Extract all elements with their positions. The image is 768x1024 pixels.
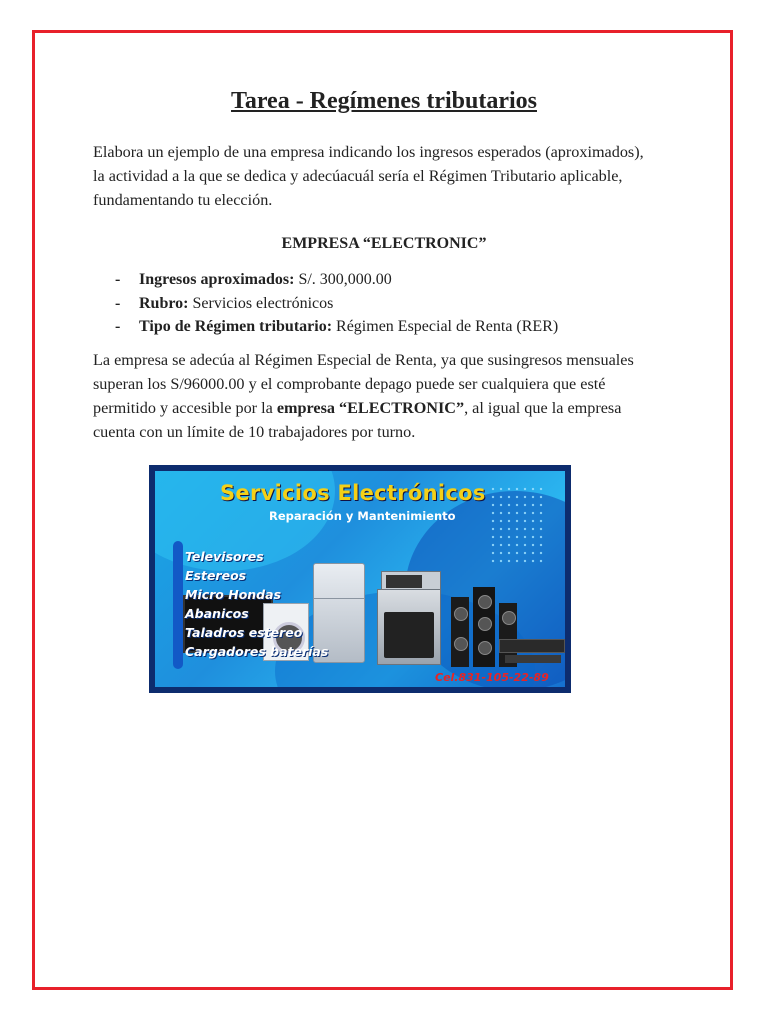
justification-paragraph: [93, 348, 653, 444]
dvd-player-icon: [505, 655, 561, 663]
microwave-icon: [381, 571, 441, 591]
detail-value: S/. 300,000.00: [298, 271, 392, 288]
detail-regime: [115, 315, 558, 339]
detail-value: Régimen Especial de Renta (RER): [336, 318, 559, 335]
paragraph-text-2: , al igual que la empresa cuenta con un límite de 10 trabajadores por turno.: [93, 399, 622, 441]
banner-subtitle: Reparación y Mantenimiento: [269, 509, 456, 523]
detail-label: Ingresos aproximados:: [139, 271, 295, 288]
bullet-dash: -: [115, 318, 121, 335]
bullet-dash: -: [115, 294, 121, 312]
speaker-icon: [473, 587, 495, 667]
detail-income: [115, 268, 558, 292]
decorative-bar: [173, 541, 183, 669]
company-heading: EMPRESA “ELECTRONIC”: [281, 235, 487, 252]
bullet-dash: -: [115, 271, 121, 288]
dot-pattern: [489, 485, 545, 565]
detail-sector: [115, 292, 558, 316]
services-banner-image: [149, 465, 571, 693]
speaker-icon: [451, 597, 469, 667]
banner-service-item: Televisores: [185, 549, 264, 564]
page-title: Tarea - Regímenes tributarios: [231, 88, 537, 114]
banner-background: [155, 471, 565, 687]
banner-services-list: [185, 547, 328, 661]
detail-value: Servicios electrónicos: [192, 294, 334, 312]
banner-service-item: Estereos: [185, 568, 247, 583]
amplifier-icon: [499, 639, 565, 653]
banner-service-item: Abanicos: [185, 606, 249, 621]
detail-label: Tipo de Régimen tributario:: [139, 318, 333, 335]
stove-icon: [377, 589, 441, 665]
banner-service-item: Micro Hondas: [185, 587, 282, 602]
detail-label: Rubro:: [139, 294, 189, 312]
banner-phone: Cel.831-105-22-89: [435, 671, 549, 684]
banner-title: Servicios Electrónicos: [220, 481, 486, 505]
banner-service-item: Taladros estereo: [185, 625, 303, 640]
paragraph-bold: empresa “ELECTRONIC”: [276, 399, 465, 417]
banner-service-item: Cargadores baterías: [185, 644, 329, 659]
intro-paragraph: Elabora un ejemplo de una empresa indicando los ingresos esperados (aproximados), la actividad a la que se dedica y adecúacuál sería el Régimen Tributario aplicable, fundamentando tu elección.: [93, 143, 644, 209]
company-details-list: [115, 268, 558, 339]
paragraph-text-1: La empresa se adecúa al Régimen Especial de Renta, ya que susingresos mensuales superan los S/96000.00 y el comprobante depago puede ser cualquiera que esté permitido y accesible por la: [93, 351, 634, 417]
